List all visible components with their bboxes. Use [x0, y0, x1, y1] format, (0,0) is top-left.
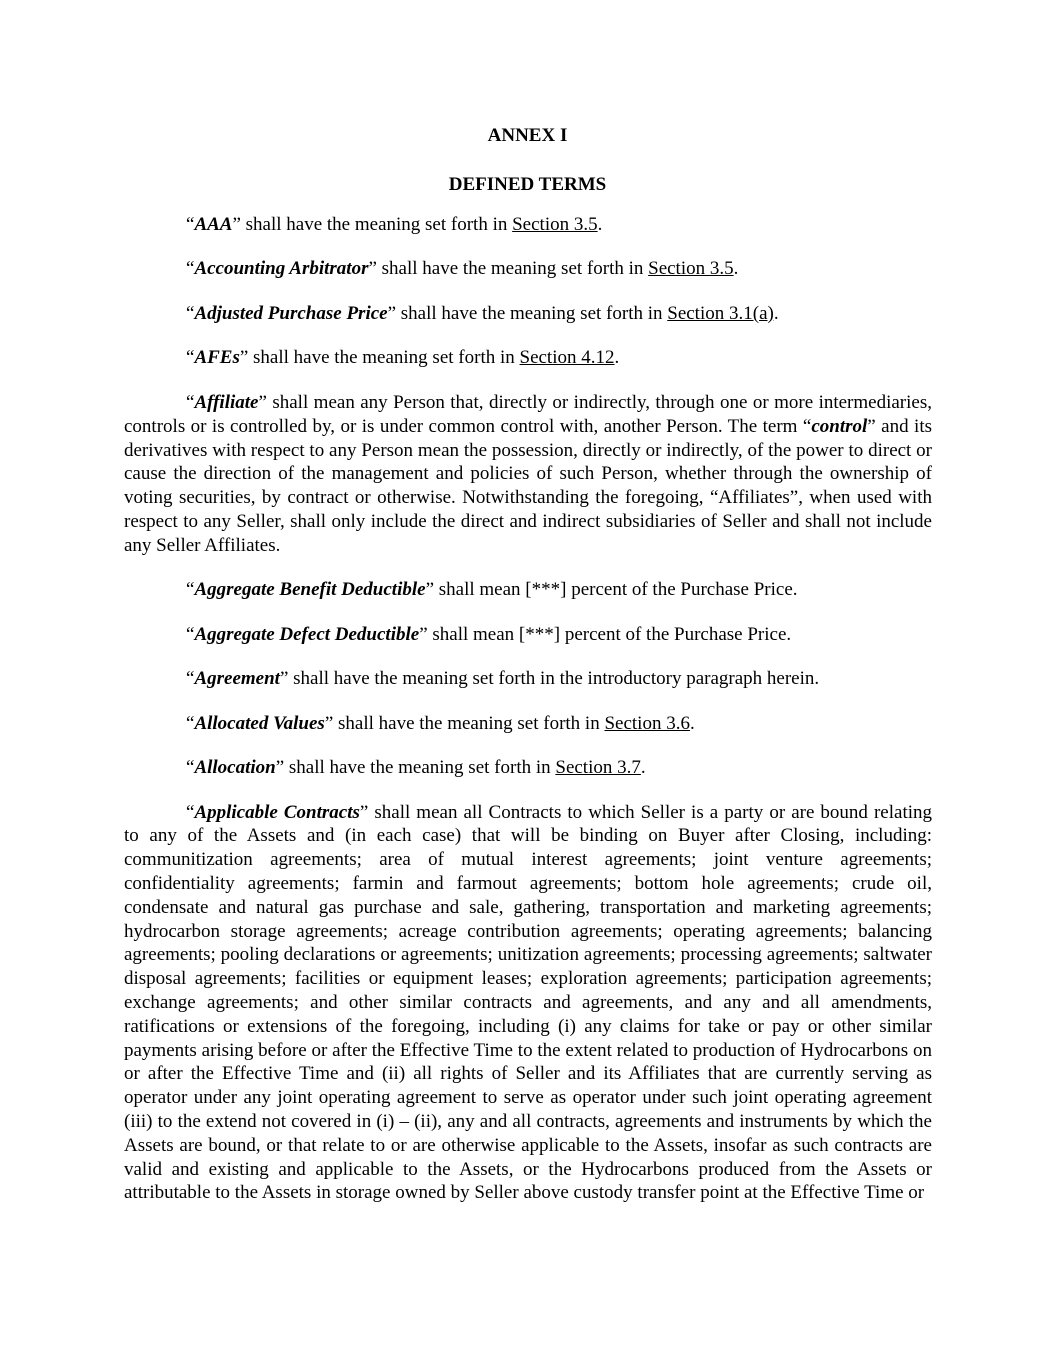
section-title: DEFINED TERMS [448, 174, 607, 195]
definition-text: ” shall have the meaning set forth in [232, 214, 513, 235]
definition-adjusted-purchase-price: “Adjusted Purchase Price” shall have the meaning set forth in Section 3.1(a). [186, 302, 779, 324]
defined-term: Affiliate [194, 391, 259, 413]
definition-aaa: “AAA” shall have the meaning set forth in Section 3.5. [186, 214, 603, 235]
definition-allocated-values: “Allocated Values” shall have the meaning set forth in Section 3.6. [186, 712, 695, 734]
definition-afes: “AFEs” shall have the meaning set forth in Section 4.12. [186, 347, 620, 369]
section-reference: Section 3.5 [512, 214, 598, 235]
defined-term: Aggregate Benefit Deductible [194, 579, 426, 601]
definition-aggregate-benefit-deductible: “Aggregate Benefit Deductible” shall mean [***] percent of the Purchase Price. [186, 579, 798, 601]
definition-text: ” shall mean all Contracts to which Seller is a party or are bound relating to any of the Assets and (in each case) that will be binding on Buyer after Closing, including: communitization agreements; area of mutual interest agreements; joint venture agreements; confidentiality agreements; farmin and farmout agreements; bottom hole agreements; crude oil, condensate and natural gas purchase and sale, gathering, transportation and marketing agreements; hydrocarbon storage agreements; acreage contribution agreements; operating agreements; balancing agreements; pooling declarations or agreements; unitization agreements; processing agreements; saltwater disposal agreements; facilities or equipment leases; exploration agreements; participation agreements; exchange agreements; and other similar contracts and agreements, and any and all amendments, ratifications or extensions of the foregoing, including (i) any claims for take or pay or other similar payments arising before or after the Effective Time to the extent related to production of Hydrocarbons on or after the Effective Time and (ii) all rights of Seller and its Affiliates that are currently serving as operator under any joint operating agreement to serve as operator under such joint operating agreement (iii) to the extend not covered in (i) – (ii), any and all contracts, agreements and instruments by which the Assets are bound, or that relate to or are otherwise applicable to the Assets, insofar as such contracts are valid and existing and applicable to the Assets, or the Hydrocarbons produced from the Assets or attributable to the Assets in storage owned by Seller above custody transfer point at the Effective Time or [124, 801, 932, 1204]
definition-text: ” shall have the meaning set forth in [275, 757, 556, 779]
defined-term: Agreement [194, 668, 280, 690]
section-reference: Section 4.12 [519, 347, 615, 369]
definition-text: ” and its derivatives with respect to any Person mean the possession, directly or indirectly, of the power to direct or cause the direction of the management and policies of such Person, whether through the ownership of voting securities, by contract or otherwise. Notwithstanding the foregoing, “Affiliates”, when used with respect to any Seller, shall only include the direct and indirect subsidiaries of Seller and shall not include any Seller Affiliates. [124, 415, 932, 556]
definition-agreement: “Agreement” shall have the meaning set forth in the introductory paragraph herein. [186, 668, 820, 690]
definition-text: ” shall have the meaning set forth in the introductory paragraph herein. [279, 668, 820, 690]
section-reference: Section 3.6 [604, 712, 690, 734]
defined-term: Allocated Values [194, 712, 325, 734]
definition-text: ” shall have the meaning set forth in [324, 712, 605, 734]
definition-allocation: “Allocation” shall have the meaning set forth in Section 3.7. [186, 757, 646, 779]
defined-term: AAA [194, 214, 233, 235]
section-reference: Section 3.7 [555, 757, 641, 779]
defined-term: Adjusted Purchase Price [194, 302, 388, 324]
defined-term: Accounting Arbitrator [194, 258, 369, 280]
annex-title: ANNEX I [487, 125, 568, 146]
defined-term: Allocation [194, 757, 276, 779]
definition-text: ” shall mean [***] percent of the Purchase Price. [419, 623, 792, 645]
definition-text: ” shall have the meaning set forth in [368, 258, 649, 280]
section-reference: Section 3.1(a) [667, 302, 774, 324]
section-reference: Section 3.5 [648, 258, 734, 280]
definition-affiliate: “Affiliate” shall mean any Person that, directly or indirectly, through one or more intermediaries, controls or is controlled by, or is under common control with, another Person. The term “control” and its derivatives with respect to any Person mean the possession, directly or indirectly, of the power to direct or cause the direction of the management and policies of such Person, whether through the ownership of voting securities, by contract or otherwise. Notwithstanding the foregoing, “Affiliates”, when used with respect to any Seller, shall only include the direct and indirect subsidiaries of Seller and shall not include any Seller Affiliates. [124, 391, 932, 556]
definitions-list [124, 213, 932, 1226]
defined-term: Applicable Contracts [194, 801, 360, 823]
definition-aggregate-defect-deductible: “Aggregate Defect Deductible” shall mean [***] percent of the Purchase Price. [186, 623, 792, 645]
definition-text: ” shall have the meaning set forth in [239, 347, 520, 369]
definition-text: ” shall mean [***] percent of the Purchase Price. [425, 579, 798, 601]
definition-text: ” shall have the meaning set forth in [387, 302, 668, 324]
inline-defined-term: control [811, 415, 868, 437]
defined-term: Aggregate Defect Deductible [194, 623, 420, 645]
defined-term: AFEs [194, 347, 240, 369]
definition-accounting-arbitrator: “Accounting Arbitrator” shall have the meaning set forth in Section 3.5. [186, 258, 739, 280]
definition-applicable-contracts: “Applicable Contracts” shall mean all Contracts to which Seller is a party or are bound relating to any of the Assets and (in each case) that will be binding on Buyer after Closing, including: communitization agreements; area of mutual interest agreements; joint venture agreements; confidentiality agreements; farmin and farmout agreements; bottom hole agreements; crude oil, condensate and natural gas purchase and sale, gathering, transportation and marketing agreements; hydrocarbon storage agreements; acreage contribution agreements; operating agreements; balancing agreements; pooling declarations or agreements; unitization agreements; processing agreements; saltwater disposal agreements; facilities or equipment leases; exploration agreements; participation agreements; exchange agreements; and other similar contracts and agreements, and any and all amendments, ratifications or extensions of the foregoing, including (i) any claims for take or pay or other similar payments arising before or after the Effective Time to the extent related to production of Hydrocarbons on or after the Effective Time and (ii) all rights of Seller and its Affiliates that are currently serving as operator under any joint operating agreement to serve as operator under such joint operating agreement (iii) to the extend not covered in (i) – (ii), any and all contracts, agreements and instruments by which the Assets are bound, or that relate to or are otherwise applicable to the Assets, insofar as such contracts are valid and existing and applicable to the Assets, or the Hydrocarbons produced from the Assets or attributable to the Assets in storage owned by Seller above custody transfer point at the Effective Time or [124, 801, 932, 1204]
definition-text: ” shall mean any Person that, directly or indirectly, through one or more intermediaries, controls or is controlled by, or is under common control with, another Person. The term “ [124, 391, 932, 437]
